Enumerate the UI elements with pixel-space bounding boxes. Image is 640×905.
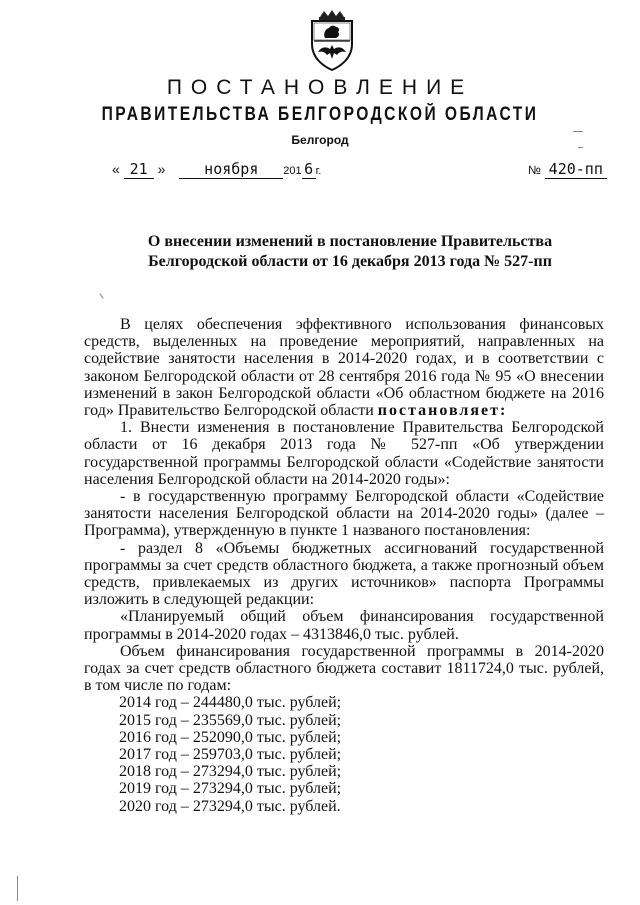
- scan-speck: [99, 293, 103, 298]
- year-row: 2020 год – 273294,0 тыс. рублей.: [119, 797, 341, 815]
- intro-paragraph: [84, 316, 604, 419]
- yearly-funding-list: [84, 694, 604, 814]
- coat-of-arms-icon: [303, 8, 361, 72]
- date-close-quote: »: [157, 161, 166, 177]
- year-row: 2016 год – 252090,0 тыс. рублей;: [119, 728, 342, 746]
- issuing-authority: ПРАВИТЕЛЬСТВА БЕЛГОРОДСКОЙ ОБЛАСТИ: [101, 104, 539, 125]
- date-year-digit: 6: [302, 160, 316, 179]
- intro-text: В целях обеспечения эффективного использования финансовых средств, выделенных на проведение мероприятий, направленных на содействие занятости населения в 2014-2020 годах, и в соответствии с законом Белгородской области от 28 сентября 2016 года № 95 «О внесении изменений в закон Белгородской области «Об областном бюджете на 2016 год» Правительство Белгородской области: [84, 316, 604, 420]
- subject-line-2: Белгородской области от 16 декабря 2013 года № 527-пп: [148, 253, 552, 270]
- scan-speck: [578, 147, 583, 148]
- date-month: ноября: [179, 160, 283, 179]
- decree-word: постановляет:: [377, 402, 508, 420]
- scan-speck: [17, 876, 18, 901]
- year-row: 2019 год – 273294,0 тыс. рублей;: [119, 780, 342, 798]
- planned-total: «Планируемый общий объем финансирования государственной программы в 2014-2020 годах – 4313846,0 тыс. рублей.: [84, 608, 604, 643]
- year-row: 2017 год – 259703,0 тыс. рублей;: [119, 746, 342, 764]
- decree-subject: [130, 232, 570, 272]
- item-1: 1. Внести изменения в постановление Правительства Белгородской области от 16 декабря 2013 года № 527-пп «Об утверждении государственной программы Белгородской области «Содействие занятости населения Белгородской области на 2014-2020 годы»:: [84, 419, 604, 488]
- date-year-prefix: 201: [283, 165, 302, 177]
- year-row: 2014 год – 244480,0 тыс. рублей;: [119, 694, 342, 712]
- date-year-suffix: г.: [315, 165, 322, 177]
- item-1-a: - в государственную программу Белгородской области «Содействие занятости населения Белгородской области на 2014-2020 годы» (далее – Программа), утвержденную в пункте 1 названого постановления:: [84, 488, 604, 540]
- date-open-quote: «: [112, 161, 120, 177]
- scan-speck: [573, 131, 583, 132]
- number-label: №: [528, 163, 541, 177]
- year-row: 2018 год – 273294,0 тыс. рублей;: [119, 763, 342, 781]
- date-day: 21: [124, 160, 154, 179]
- regional-budget: Объем финансирования государственной программы в 2014-2020 годах за счет средств областного бюджета составит 1811724,0 тыс. рублей, в том числе по годам:: [84, 642, 604, 695]
- issue-city: Белгород: [291, 133, 349, 147]
- decree-date: [112, 160, 321, 179]
- subject-line-1: О внесении изменений в постановление Правительства: [147, 233, 553, 250]
- item-1-b: - раздел 8 «Объемы бюджетных ассигнований государственной программы за счет средств областного бюджета, а также прогнозный объем средств, привлекаемых из других источников» паспорта Программы изложить в следующей редакции:: [84, 539, 604, 609]
- year-row: 2015 год – 235569,0 тыс. рублей;: [119, 711, 342, 729]
- decree-body: [84, 316, 604, 815]
- decree-number: [528, 160, 607, 179]
- document-title: ПОСТАНОВЛЕНИЕ: [166, 76, 474, 99]
- number-value: 420-пп: [545, 160, 607, 179]
